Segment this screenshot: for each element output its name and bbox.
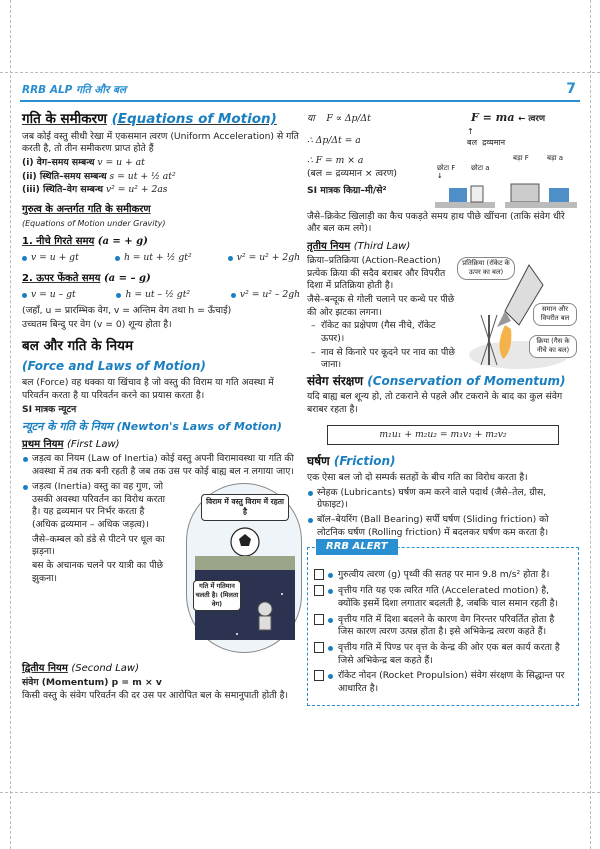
gun-example: जैसे–बन्दूक से गोली चलाने पर कन्धे पर पीछे की ओर झटका लगना।: [307, 293, 455, 318]
alert-item: वृत्तीय गति यह एक त्वरित गति (Accelerated motion) है, क्योंकि इसमें दिशा लगातार बदलती है, जबकि चाल समान रहती है।: [314, 585, 572, 610]
fma-labels: ↑ बल द्रव्यमान: [467, 127, 506, 148]
force-comparison-icon: [435, 163, 579, 210]
small-a-label: छोटा a: [471, 163, 490, 172]
bullet-icon: [328, 573, 333, 578]
first-law-heading: प्रथम नियम (First Law): [22, 438, 120, 450]
checkbox-icon: [314, 569, 324, 580]
fall-heading: 1. नीचे गिरते समय (a = + g): [22, 235, 148, 247]
f-mxa-words: (बल = द्रव्यमान × त्वरण): [307, 168, 397, 179]
cricket-example: जैसे–क्रिकेट खिलाड़ी का कैच पकड़ते समय हाथ पीछे खींचना (ताकि संवेग धीरे और बल कम लगे)।: [307, 210, 565, 235]
big-a-label: बड़ा a: [547, 153, 564, 162]
ball-bearing-item: बॉल–बेयरिंग (Ball Bearing) सर्पी घर्षण (Sliding friction) को लोटनिक घर्षण (Rolling friction) में बदलकर घर्षण कम करता है।: [307, 514, 579, 539]
inertia-def-item: जड़त्व (Inertia) वस्तु का वह गुण, जो उसकी अवस्था परिवर्तन का विरोध करता है। यह द्रव्यमान पर निर्भर करता है (अधिक द्रव्यमान – अधिक जड़त्व)।: [22, 481, 172, 532]
up-heading: 2. ऊपर फेंकते समय (a = – g): [22, 273, 151, 285]
up-eq-1: v = u – gt: [22, 289, 76, 302]
page-number: 7: [566, 81, 576, 97]
inertia-law-item: जड़त्व का नियम (Law of Inertia) कोई वस्तु अपनी विरामावस्था या गति की अवस्था में तब तक बनी रहती है जब तक उस पर कोई बाह्य बल न लगाया जाए।: [22, 453, 300, 478]
alert-item: रॉकेट नोदन (Rocket Propulsion) संवेग संरक्षण के सिद्धान्त पर आधारित है।: [314, 670, 572, 695]
laws-heading-en: (Force and Laws of Motion): [22, 358, 206, 373]
si-unit: SI मात्रक किग्रा–मी/से²: [307, 184, 387, 196]
small-f-label: छोटा F: [437, 163, 456, 172]
equal-force-label: समान और विपरीत बल: [533, 303, 577, 326]
header-title: RRB ALP गति और बल: [22, 84, 127, 96]
conservation-equation: m₁u₁ + m₂u₂ = m₁v₁ + m₂v₂: [327, 425, 559, 446]
fall-eq-3: v² = u² + 2gh: [228, 252, 300, 265]
fall-eq-2: h = ut + ½ gt²: [115, 252, 192, 265]
action-label: क्रिया (गैस के नीचे का बल): [529, 335, 577, 358]
big-f-label: बड़ा F: [513, 153, 529, 162]
force-si-unit: SI मात्रक न्यूटन: [22, 403, 77, 415]
gravity-heading: गुरुत्व के अन्तर्गत गति के समीकरण: [22, 204, 151, 216]
prop-formula: या F ∝ Δp/Δt: [307, 113, 371, 124]
inertia-example: जैसे–कम्बल को डंडे से पीटने पर धूल का झड़ना।: [32, 533, 165, 558]
eq2-row: (ii) स्थिति–समय सम्बन्ध s = ut + ½ at²: [22, 170, 176, 182]
newton-laws-heading: न्यूटन के गति के नियम (Newton's Laws of Motion): [22, 420, 282, 434]
friction-heading: घर्षण (Friction): [307, 454, 396, 469]
bullet-icon: [328, 646, 333, 651]
gravity-heading-en: (Equations of Motion under Gravity): [22, 218, 166, 228]
gravity-note: (जहाँ, u = प्रारम्भिक वेग, v = अन्तिम वेग तथा h = ऊँचाई): [22, 304, 232, 316]
right-crop-line: [590, 0, 591, 849]
svg-text:↓: ↓: [437, 171, 443, 180]
force-definition: बल (Force) वह धक्का या खिंचाव है जो वस्तु की विराम या गति अवस्था में परिवर्तन करता है या परिवर्तन करने का प्रयास करता है।: [22, 377, 274, 402]
rocket-example: – रॉकेट का प्रक्षेपण (गैस नीचे, रॉकेट ऊपर)।: [307, 320, 457, 345]
checkbox-icon: [314, 614, 324, 625]
third-law-block: [307, 255, 579, 371]
alert-item: वृत्तीय गति में पिण्ड पर वृत्त के केन्द्र की ओर एक बल कार्य करता है जिसे अभिकेन्द्र बल कहते हैं।: [314, 642, 572, 667]
rrb-alert-box: [307, 541, 579, 705]
lubricant-item: स्नेहक (Lubricants) घर्षण कम करने वाले पदार्थ (जैसे–तेल, ग्रीस, ग्रेफाइट)।: [307, 487, 579, 512]
action-reaction: क्रिया–प्रतिक्रिया (Action-Reaction) प्रत्येक क्रिया की सदैव बराबर और विपरीत दिशा में प्रतिक्रिया होती है।: [307, 254, 446, 292]
eom-intro: जब कोई वस्तु सीधी रेखा में एकसमान त्वरण (Uniform Acceleration) से गति करती है, तो तीन समीकरण प्राप्त होते हैं: [22, 130, 299, 155]
left-crop-line: [10, 0, 11, 849]
conservation-text: यदि बाह्य बल शून्य हो, तो टकराने से पहले और टकराने के बाद का कुल संवेग बराबर रहता है।: [307, 391, 563, 416]
inertia-block: [22, 481, 300, 659]
friction-text: एक ऐसा बल जो दो सम्पर्क सतहों के बीच गति का विरोध करता है।: [307, 472, 528, 484]
inertia-example-2: बस के अचानक चलने पर यात्री का पीछे झुकना।: [32, 559, 164, 584]
checkbox-icon: [314, 670, 324, 681]
checkbox-icon: [314, 585, 324, 596]
motion-label: गति में गतिमान चलती है। (मिलता वेग): [193, 580, 241, 611]
bottom-crop-line: [0, 792, 600, 793]
left-column: [22, 108, 300, 704]
eom-heading: गति के समीकरण (Equations of Motion): [22, 111, 277, 127]
fall-eq-1: v = u + gt: [22, 252, 79, 265]
page-header: [20, 82, 580, 102]
laws-heading: बल और गति के नियम: [22, 338, 134, 355]
gravity-note-2: उच्चतम बिन्दु पर वेग (v = 0) शून्य होता है।: [22, 318, 172, 330]
momentum-definition: संवेग (Momentum) p = m × v: [22, 676, 162, 688]
eq3-row: (iii) स्थिति–वेग सम्बन्ध v² = u² + 2as: [22, 184, 168, 196]
checkbox-icon: [314, 642, 324, 653]
third-law-heading: तृतीय नियम (Third Law): [307, 241, 411, 253]
bullet-icon: [328, 674, 333, 679]
right-column: [307, 108, 579, 706]
conservation-heading: संवेग संरक्षण (Conservation of Momentum): [307, 373, 566, 388]
inertia-illustration: [186, 483, 302, 653]
bullet-icon: [328, 589, 333, 594]
alert-title: RRB ALERT: [316, 539, 398, 555]
second-law-text: किसी वस्तु के संवेग परिवर्तन की दर उस पर आरोपित बल के समानुपाती होती है।: [22, 690, 288, 702]
second-law-heading: द्वितीय नियम (Second Law): [22, 662, 139, 674]
up-equations: [22, 289, 300, 302]
top-crop-line: [0, 72, 600, 73]
eq1-row: (i) वेग–समय सम्बन्ध v = u + at: [22, 157, 145, 168]
fma-formula: F = ma ← त्वरण: [471, 111, 545, 124]
rest-label: विराम में वस्तु विराम में रहता है: [201, 494, 289, 521]
up-eq-3: v² = u² – 2gh: [231, 289, 300, 302]
up-eq-2: h = ut – ½ gt²: [116, 289, 190, 302]
bullet-icon: [328, 618, 333, 623]
reaction-label: प्रतिक्रिया (रॉकेट के ऊपर का बल): [457, 257, 515, 280]
alert-item: वृत्तीय गति में दिशा बदलने के कारण वेग निरन्तर परिवर्तित होता है जिस कारण त्वरण उत्पन्न होता है। इसे अभिकेन्द्र त्वरण कहते हैं।: [314, 614, 572, 639]
alert-item: गुरुत्वीय त्वरण (g) पृथ्वी की सतह पर मान 9.8 m/s² होता है।: [314, 569, 572, 582]
fall-equations: [22, 252, 300, 265]
dp-dt-formula: ∴ Δp/Δt = a: [307, 135, 361, 146]
f-mxa-formula: ∴ F = m × a: [307, 155, 364, 166]
boat-example: – नाव से किनारे पर कूदने पर नाव का पीछे जाना।: [307, 347, 457, 372]
